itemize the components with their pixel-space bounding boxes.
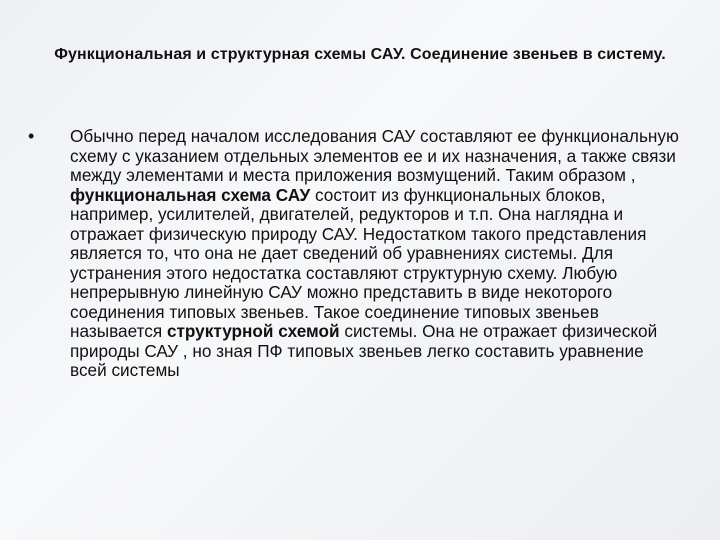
- paragraph-run: системы. Она не отражает физической природы САУ , но зная ПФ типовых звеньев легко составить уравнение всей системы: [70, 321, 658, 380]
- paragraph-run: состоит из функциональных блоков, например, усилителей, двигателей, редукторов и т.п. Она наглядна и отражает физическую природу САУ. Недостатком такого представления является то, что она не дает сведений об уравнениях системы. Для устранения этого недостатка составляют структурную схему. Любую непрерывную линейную САУ можно представить в виде некоторого соединения типовых звеньев. Такое соединение типовых звеньев называется: [70, 184, 647, 341]
- bullet-marker: •: [28, 126, 35, 146]
- bullet-item: [28, 127, 688, 381]
- paragraph-term-structural-scheme: структурной схемой: [166, 321, 340, 341]
- bullet-paragraph: [70, 127, 680, 381]
- slide-body: [28, 127, 688, 381]
- slide-title: Функциональная и структурная схемы САУ. Соединение звеньев в систему.: [54, 46, 666, 63]
- paragraph-term-functional-scheme: функциональная схема САУ: [70, 184, 311, 205]
- paragraph-run: Обычно перед началом исследования САУ составляют ее функциональную схему с указанием отдельных элементов ее и их назначения, а также связи между элементами и места приложения возмущений. Таким образом ,: [70, 126, 679, 185]
